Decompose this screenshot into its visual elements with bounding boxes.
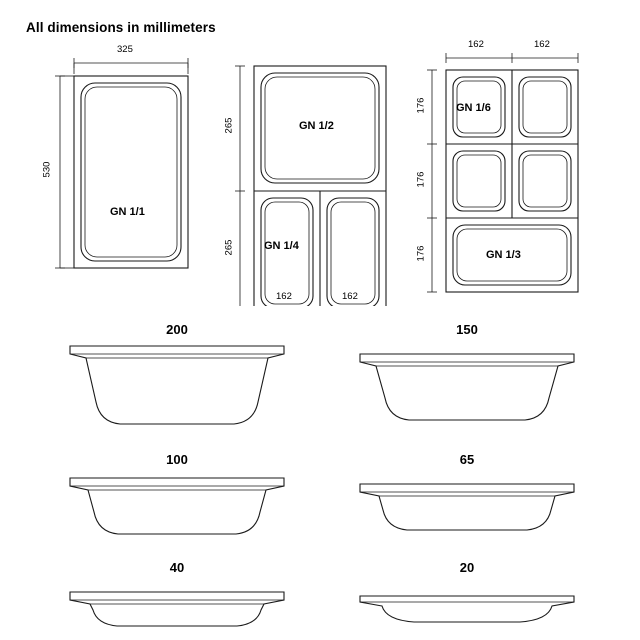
- plan-gn-sixth-third: [408, 40, 598, 295]
- depth-view-150: [352, 322, 582, 432]
- dim-gn-1-6-width-right: 162: [534, 39, 550, 50]
- plan-gn-half-quarter-drawing: [222, 46, 402, 306]
- depth-label-65: 65: [459, 452, 475, 467]
- depth-label-40: 40: [169, 560, 185, 575]
- depth-view-65: [352, 452, 582, 552]
- dim-row-3-height: 176: [415, 245, 427, 262]
- depth-65-drawing: [352, 470, 582, 550]
- dim-gn-1-4-height: 265: [223, 239, 235, 256]
- dim-gn-1-1-width: 325: [117, 44, 133, 55]
- depth-150-drawing: [352, 340, 582, 430]
- depth-label-100: 100: [166, 452, 188, 467]
- label-gn-1-1: GN 1/1: [110, 206, 145, 218]
- dim-gn-1-6-width-left: 162: [468, 39, 484, 50]
- dim-gn-1-2-height: 265: [223, 117, 235, 134]
- depth-40-drawing: [62, 578, 292, 638]
- depth-label-150: 150: [456, 322, 478, 337]
- depth-20-drawing: [352, 578, 582, 638]
- depth-label-20: 20: [459, 560, 475, 575]
- dim-row-2-height: 176: [415, 171, 427, 188]
- page-title: All dimensions in millimeters: [26, 20, 216, 35]
- label-gn-1-4: GN 1/4: [264, 240, 299, 252]
- dim-gn-1-1-height: 530: [41, 161, 53, 178]
- label-gn-1-2: GN 1/2: [299, 120, 334, 132]
- depth-view-200: [62, 322, 292, 432]
- plan-gn-1-1-drawing: [40, 46, 230, 296]
- plan-gn-half-quarter: [222, 46, 402, 306]
- depth-view-20: [352, 560, 582, 640]
- dim-row-1-height: 176: [415, 97, 427, 114]
- depth-view-40: [62, 560, 292, 640]
- label-gn-1-3: GN 1/3: [486, 249, 521, 261]
- dim-gn-1-4-width-left: 162: [276, 291, 292, 302]
- label-gn-1-6: GN 1/6: [456, 102, 491, 114]
- depth-200-drawing: [62, 340, 292, 430]
- depth-label-200: 200: [166, 322, 188, 337]
- depth-100-drawing: [62, 470, 292, 550]
- dim-gn-1-4-width-right: 162: [342, 291, 358, 302]
- depth-view-100: [62, 452, 292, 552]
- plan-gn-1-1: [40, 46, 230, 296]
